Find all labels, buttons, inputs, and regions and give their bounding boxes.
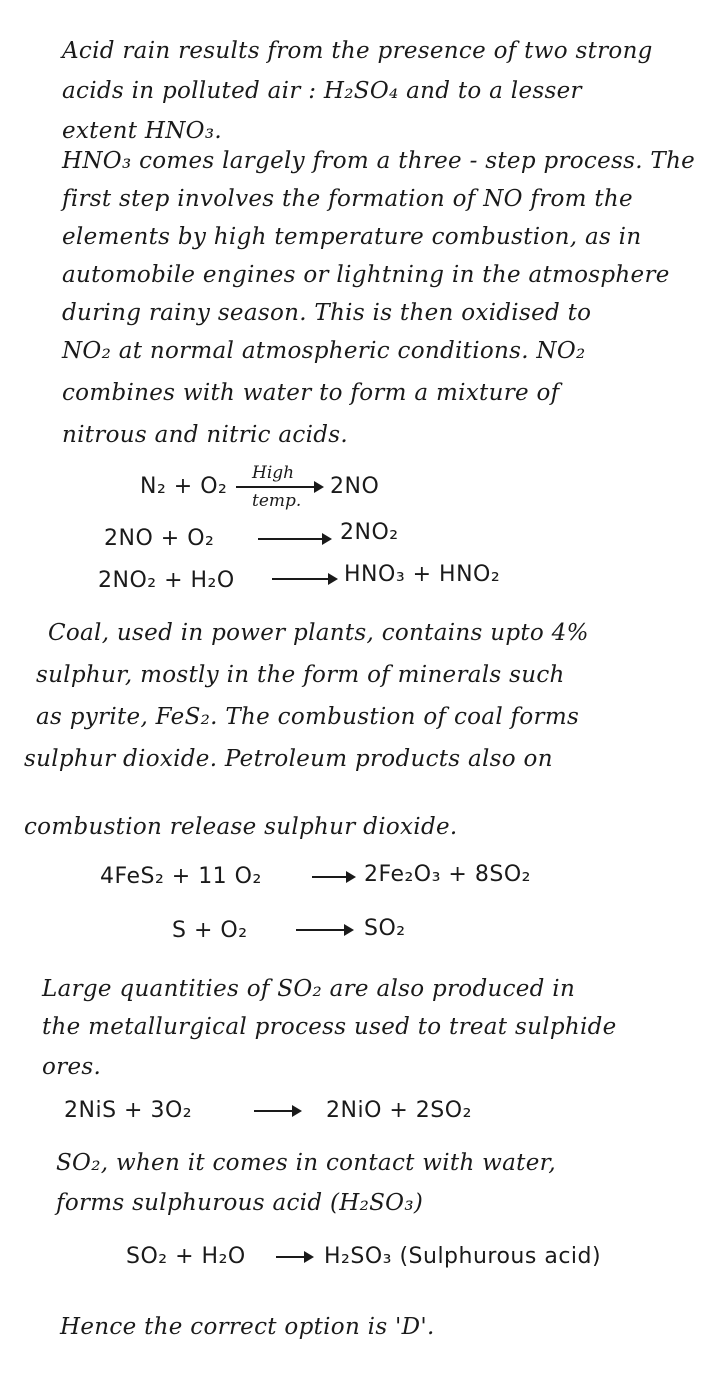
paragraph-2-line-2: first step involves the formation of NO from the xyxy=(62,186,633,212)
paragraph-5-line-2: forms sulphurous acid (H₂SO₃) xyxy=(56,1190,424,1216)
reaction-1-arrow-icon xyxy=(236,486,322,488)
reaction-7-reactants: SO₂ + H₂O xyxy=(126,1244,246,1269)
paragraph-2-line-1: HNO₃ comes largely from a three - step process. The xyxy=(62,148,696,174)
paragraph-1-line-3: extent HNO₃. xyxy=(62,118,222,144)
reaction-4-reactants: 4FeS₂ + 11 O₂ xyxy=(100,864,262,889)
reaction-1-condition-top: High xyxy=(252,463,295,483)
reaction-2-reactants: 2NO + O₂ xyxy=(104,526,215,551)
reaction-1-products: 2NO xyxy=(330,474,380,499)
paragraph-2-line-8: nitrous and nitric acids. xyxy=(62,422,348,448)
reaction-6-reactants: 2NiS + 3O₂ xyxy=(64,1098,193,1123)
reaction-5-products: SO₂ xyxy=(364,916,406,941)
paragraph-3-line-3: as pyrite, FeS₂. The combustion of coal forms xyxy=(36,704,580,730)
reaction-6-arrow-icon xyxy=(254,1110,300,1112)
paragraph-4-line-1: Large quantities of SO₂ are also produced in xyxy=(42,976,576,1002)
reaction-7-arrow-icon xyxy=(276,1256,312,1258)
reaction-1-reactants: N₂ + O₂ xyxy=(140,474,228,499)
paragraph-2-line-7: combines with water to form a mixture of xyxy=(62,380,560,406)
paragraph-4-line-3: ores. xyxy=(42,1054,102,1080)
paragraph-2-line-4: automobile engines or lightning in the atmosphere xyxy=(62,262,670,288)
reaction-6-products: 2NiO + 2SO₂ xyxy=(326,1098,472,1123)
reaction-4-products: 2Fe₂O₃ + 8SO₂ xyxy=(364,862,531,887)
paragraph-3-line-2: sulphur, mostly in the form of minerals such xyxy=(36,662,565,688)
reaction-7-products: H₂SO₃ (Sulphurous acid) xyxy=(324,1244,602,1269)
reaction-4-arrow-icon xyxy=(312,876,354,878)
paragraph-4-line-2: the metallurgical process used to treat sulphide xyxy=(42,1014,617,1040)
paragraph-2-line-6: NO₂ at normal atmospheric conditions. NO₂ xyxy=(62,338,586,364)
paragraph-2-line-5: during rainy season. This is then oxidised to xyxy=(62,300,592,326)
reaction-3-products: HNO₃ + HNO₂ xyxy=(344,562,501,587)
paragraph-1-line-2: acids in polluted air : H₂SO₄ and to a lesser xyxy=(62,78,582,104)
reaction-3-arrow-icon xyxy=(272,578,336,580)
reaction-5-reactants: S + O₂ xyxy=(172,918,248,943)
paragraph-3-line-1: Coal, used in power plants, contains upto 4% xyxy=(48,620,589,646)
paragraph-5-line-1: SO₂, when it comes in contact with water, xyxy=(56,1150,557,1176)
reaction-2-products: 2NO₂ xyxy=(340,520,399,545)
reaction-1-condition-bottom: temp. xyxy=(252,491,302,511)
paragraph-3-line-4: sulphur dioxide. Petroleum products also on xyxy=(24,746,553,772)
paragraph-1-line-1: Acid rain results from the presence of two strong xyxy=(62,38,653,64)
reaction-3-reactants: 2NO₂ + H₂O xyxy=(98,568,235,593)
paragraph-3-line-5: combustion release sulphur dioxide. xyxy=(24,814,458,840)
conclusion-text: Hence the correct option is 'D'. xyxy=(60,1314,435,1340)
reaction-5-arrow-icon xyxy=(296,929,352,931)
paragraph-2-line-3: elements by high temperature combustion, as in xyxy=(62,224,642,250)
reaction-2-arrow-icon xyxy=(258,538,330,540)
